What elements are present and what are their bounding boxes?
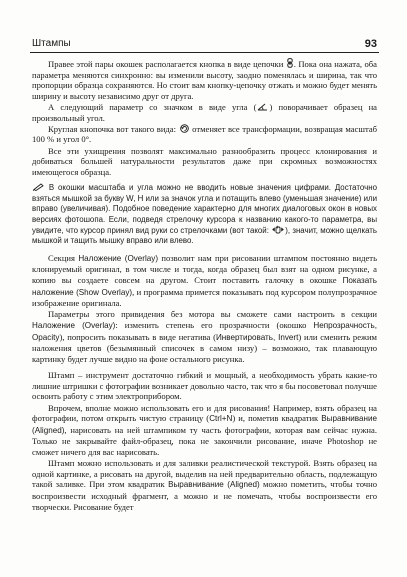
text-run: Штамп можно использовать и для заливки реалистической текстурой. Взять образец на одной картинке, а рисовать на другой, выделив на ней предварительно область, подлежащую такой заливке. При этом квадратик	[32, 458, 377, 490]
text-run: Впрочем, вполне можно использовать его и для рисования! Например, взять образец на фотографии, потом открыть чистую страницу (	[32, 402, 377, 424]
ui-term: Ctrl+N	[209, 414, 233, 424]
text-run: А следующий параметр со значком в виде угла (	[48, 101, 257, 112]
page-number: 93	[364, 38, 377, 50]
paragraph-texture	[32, 458, 377, 512]
text-run: ) и, пометив квадратик	[232, 413, 322, 424]
text-run: В окошки масштаба и угла можно не вводить новые значения цифрами. Достаточно взяться мышкой за букву W, H или за значок угла и потащить влево (уменьшая значение) или вправо (увеличивая). Подобное поведение характерно для многих диалоговых окон в новых версиях фотошопа. Если, подведя стрелочку курсора к названию какого-то параметра, вы увидите, что курсор принял вид руки со стрелочками (вот такой:	[32, 183, 377, 235]
ui-term: Непрозрачность, Opacity	[32, 320, 377, 342]
paragraph-overlay-settings	[32, 309, 377, 364]
text-run: , и программа примется показывать под курсором полупрозрачное изображение оригинала.	[32, 286, 377, 309]
text-run: ), значит, можно щелкать мышкой и тащить мышку вправо или влево.	[32, 225, 378, 246]
ui-term: Выравнивание (Aligned)	[32, 414, 377, 435]
scrubby-hand-icon	[272, 225, 284, 234]
page-body	[32, 58, 377, 513]
text-run: позволит нам при рисовании штампом постоянно видеть клонируемый оригинал, в том числе и тогда, когда образец был взят на одном рисунке, а копию вы создаете совсем на другом. Стоит поставить галочку в окошке	[32, 252, 377, 285]
paragraph-reset	[32, 124, 377, 145]
text-run: . Пока она нажата, оба параметра меняются синхронно: вы изменили высоту, заодно поменялась и ширина, так что пропорции образца сохраняются. Но стоит вам кнопку-цепочку отжать и можно будет менять ширину и высоту независимо друг от друга.	[32, 59, 377, 101]
running-header	[30, 36, 379, 53]
text-run: ) поворачивает образец на произвольный угол.	[32, 101, 377, 123]
text-run: ), попросить показывать в виде негатива (	[59, 331, 216, 342]
text-run: отменяет все трансформации, возвращая масштаб 100 % и угол 0°.	[32, 123, 378, 145]
text-run: Правее этой пары окошек располагается кнопка в виде цепочки	[48, 59, 286, 69]
text-run: : изменить степень его прозрачности (окошко	[115, 319, 314, 330]
paragraph: Штамп – инструмент достаточно гибкий и мощный, а необходимость убрать какие-то лишние штришки с фотографии возникает довольно часто, так что я бы посоветовал получше освоить работу с этим электроприбором.	[32, 370, 377, 402]
chain-link-icon	[287, 58, 293, 68]
paragraph-angle	[32, 102, 377, 123]
pencil-note-icon	[33, 183, 44, 191]
text-run: Параметры этого привидения без мотора вы сможете сами настроить в секции	[48, 309, 377, 320]
paragraph-overlay	[32, 253, 377, 309]
text-run: можно пометить, чтобы точно воспроизвести исходный фрагмент, а можно и не помечать, чтобы воспроизвести его творчески. Рисование будет	[32, 479, 377, 512]
text-run: ) или сменить режим наложения цветов (безымянный списочек в самом низу) – возможно, так плавающую картинку будет лучше видно на фоне остального рисунка.	[32, 331, 378, 364]
ui-term: Выравнивание (Aligned)	[168, 480, 260, 490]
ui-term: Инвертировать, Invert	[215, 332, 299, 342]
paragraph: Все эти ухищрения позволят максимально разнообразить процесс клонирования и добиваться большей натуральности результатов даже при скромных возможностях имеющегося образца.	[32, 145, 377, 177]
paragraph-chain	[32, 58, 377, 101]
note-scrubby	[32, 183, 377, 246]
angle-icon	[257, 103, 268, 111]
ui-term: Показать наложение (Show Overlay)	[32, 275, 377, 297]
text-run: , нарисовать на ней штампиком ту часть фотографии, которая вам сейчас нужна. Только не закрывайте файл-образец, пока не закончили рисование, иначе Photoshop не сможет ничего для вас нарисовать.	[32, 424, 377, 458]
ui-term: Наложение (Overlay)	[78, 253, 159, 263]
ui-term: Наложение (Overlay)	[32, 320, 116, 330]
text-run: Круглая кнопочка вот такого вида:	[48, 123, 179, 134]
header-title: Штампы	[32, 38, 71, 49]
text-run: Секция	[48, 252, 79, 263]
paragraph-drawing	[32, 403, 377, 458]
reset-transform-icon	[180, 124, 189, 133]
